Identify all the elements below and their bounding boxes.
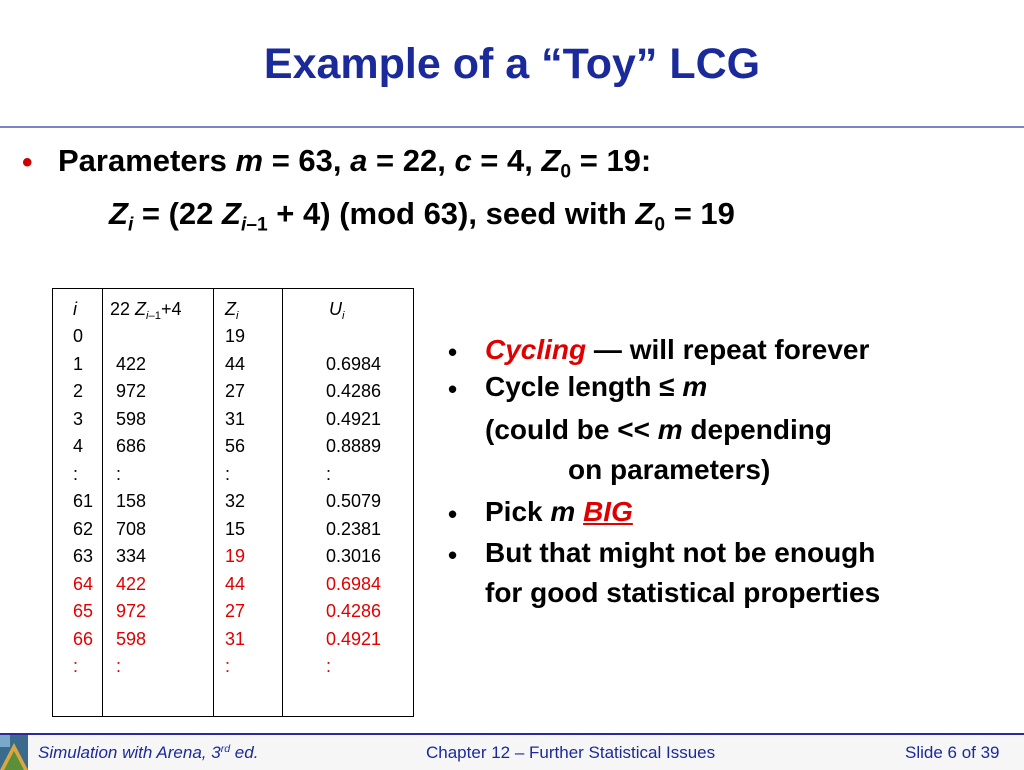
bullet-not-enough-line2: for good statistical properties: [485, 577, 881, 608]
header-z: $Z_i$: [225, 299, 239, 322]
cell-expr: :: [116, 656, 122, 676]
cell-z: 31: [225, 408, 246, 429]
formula-z3: Z: [635, 196, 655, 231]
cell-z: 15: [225, 518, 246, 539]
cell-u: 0.4286: [326, 381, 382, 401]
cell-i: 63: [73, 546, 94, 566]
cell-expr: 972: [116, 601, 147, 621]
le-symbol: ≤: [659, 371, 675, 402]
cell-z: 31: [225, 628, 246, 649]
param-c: c: [454, 143, 472, 178]
params-eq4: = 19:: [571, 143, 652, 178]
bullet-4-marker: •: [448, 540, 458, 570]
cell-u: 0.5079: [326, 491, 382, 511]
cell-expr: :: [116, 463, 122, 484]
param-z-sub: 0: [560, 161, 572, 183]
params-eq3: = 4,: [471, 143, 542, 178]
slide-title: Example of a “Toy” LCG: [263, 40, 761, 88]
cell-i: 0: [73, 326, 84, 346]
cell-i: 4: [73, 436, 84, 456]
cell-i: 61: [73, 491, 94, 511]
cell-u: 0.4921: [326, 628, 382, 649]
table-divider: [282, 289, 283, 716]
parameters-line: [58, 143, 652, 183]
params-eq1: = 63,: [263, 143, 351, 178]
main-bullet: •: [22, 146, 33, 179]
cell-expr: 708: [116, 518, 147, 539]
param-z: Z: [541, 143, 561, 178]
cell-z: 27: [225, 381, 246, 401]
cell-u: 0.4286: [326, 601, 382, 621]
cell-u: 0.8889: [326, 436, 382, 456]
cell-z: 27: [225, 601, 246, 621]
cell-z: :: [225, 656, 231, 676]
formula-z2-sub-rest: –1: [246, 214, 268, 236]
cell-z: 19: [225, 326, 246, 346]
cell-z: 19: [225, 546, 246, 566]
table-divider: [102, 289, 103, 716]
formula-z2: Z: [222, 196, 241, 231]
cell-expr: 158: [116, 491, 147, 511]
cell-expr: 422: [116, 573, 147, 594]
bullet-cycle-length: Cycle length ≤ m: [485, 371, 708, 402]
header-i: i: [73, 299, 77, 319]
cell-u: :: [326, 656, 332, 676]
arena-logo-icon: [0, 735, 28, 770]
bullet-3-marker: •: [448, 499, 458, 529]
cell-i: 65: [73, 601, 94, 621]
cell-i: :: [73, 656, 79, 676]
footer: [0, 733, 1024, 770]
footer-slide-number: Slide 6 of 39: [905, 743, 1000, 762]
cell-i: 2: [73, 381, 84, 401]
cell-z: 32: [225, 491, 246, 511]
cell-z: :: [225, 463, 231, 484]
cell-u: 0.2381: [326, 518, 382, 539]
big-word: BIG: [583, 496, 633, 527]
cell-z: 56: [225, 436, 246, 456]
bullet-not-enough: But that might not be enough: [485, 537, 876, 568]
header-u: $U_i$: [329, 299, 345, 322]
cell-z: 44: [225, 573, 246, 594]
cell-u: 0.6984: [326, 353, 382, 374]
formula-rest: + 4) (mod 63), seed with: [267, 196, 636, 231]
cell-i: 3: [73, 408, 84, 429]
cell-u: :: [326, 463, 332, 484]
params-eq2: = 22,: [367, 143, 455, 178]
bullet-cycle-length-line2: (could be << m depending: [485, 414, 832, 445]
bullet-1-marker: •: [448, 337, 458, 367]
cell-i: 1: [73, 353, 84, 374]
cell-expr: 686: [116, 436, 147, 456]
formula-line: [109, 196, 735, 236]
formula-z: Z: [109, 196, 128, 231]
cell-expr: 334: [116, 546, 147, 566]
bullet-2-marker: •: [448, 374, 458, 404]
footer-book-title: Simulation with Arena, 3rd ed.: [38, 743, 259, 762]
cell-u: 0.6984: [326, 573, 382, 594]
cell-i: 62: [73, 518, 94, 539]
param-m: m: [235, 143, 264, 178]
formula-z3-sub: 0: [654, 214, 666, 236]
param-a: a: [350, 143, 368, 178]
formula-z-sub: i: [127, 214, 134, 236]
cell-u: 0.4921: [326, 408, 382, 429]
formula-z2-sub-i: i: [240, 214, 247, 236]
formula-end: = 19: [665, 196, 735, 231]
cell-z: 44: [225, 353, 246, 374]
cell-i: 66: [73, 628, 94, 649]
cycling-word: Cycling: [485, 334, 587, 365]
cell-expr: 598: [116, 628, 147, 649]
lcg-table: [52, 288, 414, 717]
cell-i: 64: [73, 573, 94, 594]
footer-chapter: Chapter 12 – Further Statistical Issues: [426, 743, 716, 762]
cell-expr: 422: [116, 353, 147, 374]
header-expr: 22 $Z_{i-1}+4$: [110, 299, 182, 322]
formula-eq: = (22: [133, 196, 223, 231]
cell-u: 0.3016: [326, 546, 382, 566]
cell-expr: 598: [116, 408, 147, 429]
cell-i: :: [73, 463, 79, 484]
bullet-cycle-length-line3: on parameters): [568, 454, 771, 485]
params-prefix: Parameters: [58, 143, 236, 178]
bullet-cycling: Cycling — will repeat forever: [485, 334, 870, 365]
bullet-pick-m: Pick m BIG: [485, 496, 633, 527]
cell-expr: 972: [116, 381, 147, 401]
table-divider: [213, 289, 214, 716]
title-divider: [0, 126, 1024, 128]
